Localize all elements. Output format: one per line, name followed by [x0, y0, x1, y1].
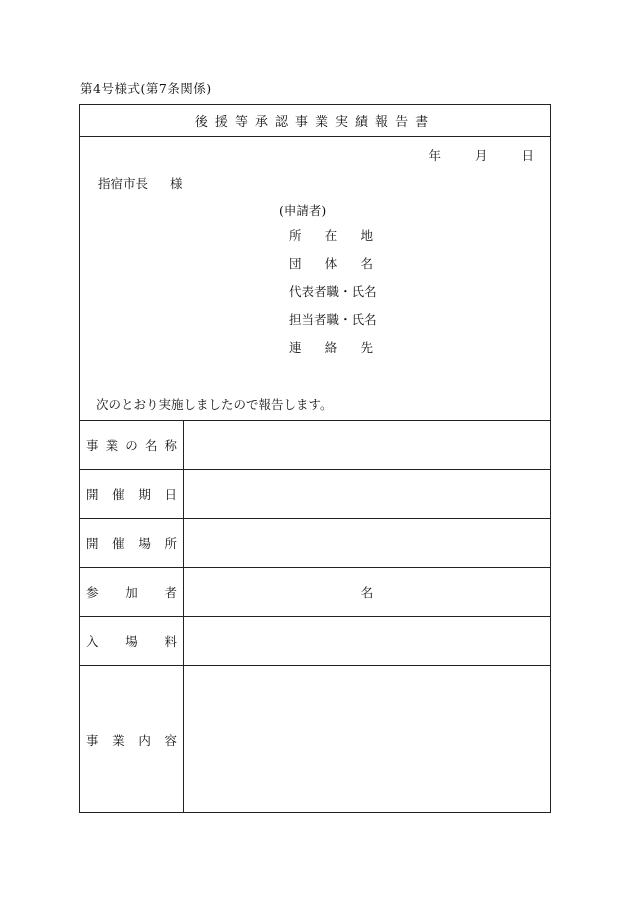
label-char: 者: [164, 585, 177, 600]
row-label: [80, 568, 184, 616]
row-label: [80, 617, 184, 665]
label-char: 業: [112, 732, 125, 748]
title-char: 事: [294, 115, 315, 130]
label-char: 催: [112, 536, 125, 551]
label-char: 職: [326, 312, 340, 327]
label-char: 氏: [351, 312, 365, 327]
label-char: の: [125, 438, 138, 453]
day-label: 日: [521, 148, 534, 163]
title-char: 績: [355, 115, 376, 130]
label-char: 事: [86, 732, 99, 748]
label-char: 期: [138, 487, 151, 502]
label-char: 在: [324, 228, 338, 243]
applicant-field-label: [289, 282, 377, 300]
label-char: 当: [301, 312, 315, 327]
title-char: 援: [214, 115, 235, 130]
form-number: 第4号様式(第7条関係): [80, 81, 212, 96]
report-notice: 次のとおり実施しましたので報告します。: [96, 397, 333, 412]
label-char: 参: [86, 585, 99, 600]
label-char: 開: [86, 487, 99, 502]
label-char: 入: [86, 634, 99, 649]
row-value-field[interactable]: [184, 617, 550, 665]
row-label: [80, 519, 184, 567]
label-char: 団: [289, 256, 302, 271]
table-row: [80, 519, 550, 568]
label-char: 事: [86, 438, 99, 453]
label-char: 容: [164, 732, 177, 748]
label-char: 先: [360, 340, 373, 355]
label-char: 担: [289, 312, 302, 327]
row-value-field[interactable]: [184, 470, 550, 518]
title-char: 業: [315, 115, 336, 130]
label-char: 名: [360, 256, 373, 271]
label-char: 加: [125, 585, 138, 600]
label-char: 名: [144, 438, 158, 453]
label-char: 職: [326, 284, 340, 299]
table-row: [80, 617, 550, 666]
title-char: 後: [194, 115, 215, 130]
label-char: 場: [125, 634, 138, 649]
applicant-field-label: [289, 310, 377, 328]
table-row: [80, 421, 550, 470]
addressee-name: 指宿市長: [98, 176, 149, 191]
applicant-label: (申請者): [279, 203, 327, 218]
label-char: 氏: [351, 284, 365, 299]
label-char: 連: [289, 340, 302, 355]
label-char: 催: [112, 487, 125, 502]
label-char: 体: [324, 256, 338, 271]
table-row: [80, 568, 550, 617]
row-label: [80, 470, 184, 518]
report-form: [79, 104, 551, 813]
label-char: ・: [339, 284, 352, 299]
label-char: 絡: [324, 340, 338, 355]
row-value-text: 名: [360, 585, 374, 600]
date-line: [428, 146, 534, 164]
applicant-field-label: [289, 226, 373, 244]
form-title: [80, 105, 550, 137]
title-char: 承: [254, 115, 275, 130]
label-char: 名: [364, 284, 377, 299]
label-char: 業: [105, 438, 119, 453]
label-char: 地: [360, 228, 373, 243]
month-label: 月: [474, 148, 488, 163]
label-char: 者: [314, 312, 327, 327]
addressee-honorific: 様: [170, 176, 183, 191]
row-value-field[interactable]: [184, 666, 550, 813]
row-label: [80, 421, 184, 469]
applicant-field-label: [289, 254, 373, 272]
label-char: 場: [138, 536, 151, 551]
label-char: 称: [164, 438, 177, 453]
year-label: 年: [428, 148, 441, 163]
label-char: ・: [339, 312, 352, 327]
title-char: 告: [395, 115, 416, 130]
table-row: [80, 470, 550, 519]
label-char: 名: [364, 312, 377, 327]
title-char: 実: [335, 115, 356, 130]
row-value-field[interactable]: [184, 519, 550, 567]
label-char: 者: [314, 284, 327, 299]
label-char: 開: [86, 536, 99, 551]
label-char: 代: [289, 284, 302, 299]
applicant-field-label: [289, 338, 373, 356]
addressee: [98, 174, 183, 192]
row-value-field[interactable]: [184, 421, 550, 469]
title-char: 等: [234, 115, 255, 130]
title-char: 報: [375, 115, 396, 130]
label-char: 料: [164, 634, 177, 649]
label-char: 表: [301, 284, 315, 299]
label-char: 所: [289, 228, 302, 243]
label-char: 日: [164, 487, 177, 502]
row-label: [80, 666, 184, 813]
table-row: [80, 666, 550, 813]
title-char: 認: [274, 115, 295, 130]
title-char: 書: [415, 115, 436, 130]
label-char: 内: [138, 732, 151, 748]
row-value-field[interactable]: [184, 568, 550, 616]
label-char: 所: [164, 536, 177, 551]
